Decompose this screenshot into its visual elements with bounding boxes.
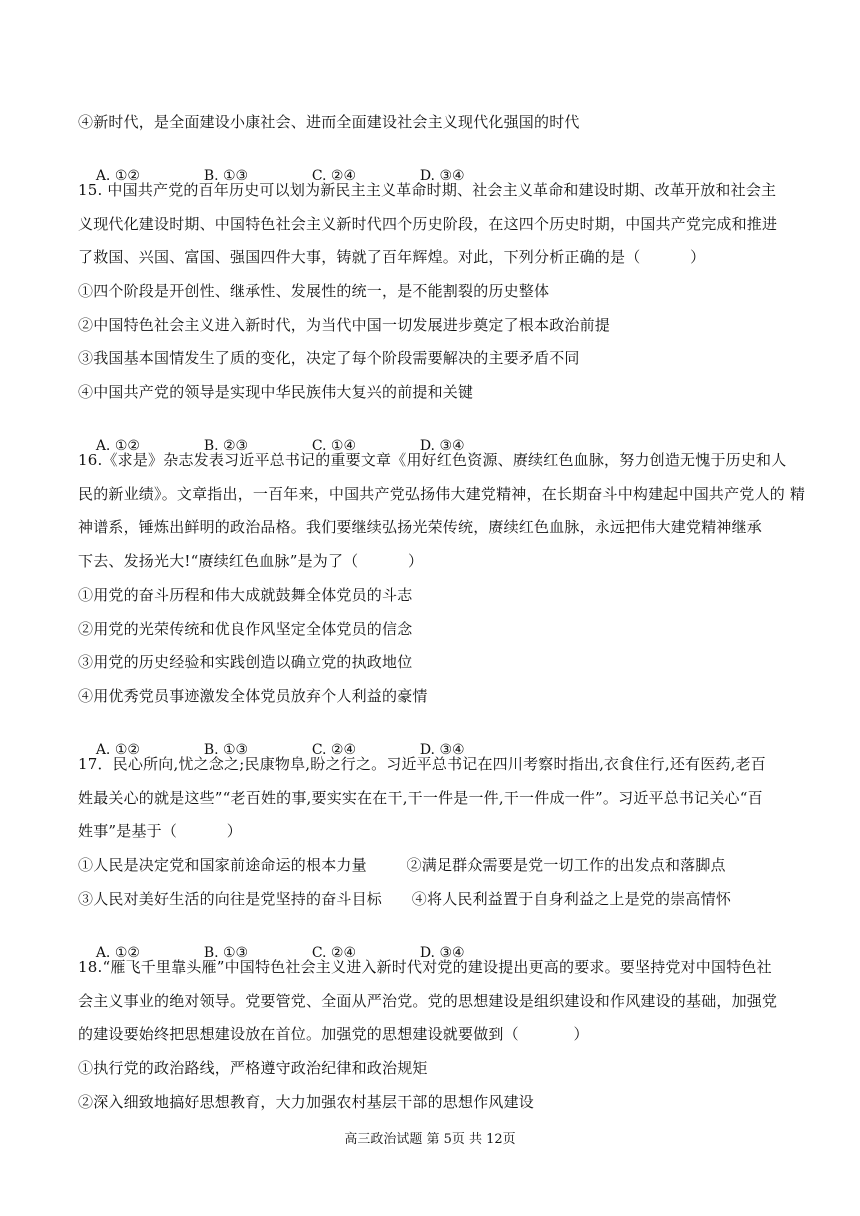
q15-item-3: ③我国基本国情发生了质的变化，决定了每个阶段需要解决的主要矛盾不同 [78, 349, 580, 367]
q16-option-b[interactable]: B. ①③ [203, 742, 249, 758]
q15-stem-line: 了救国、兴国、富国、强国四件大事，铸就了百年辉煌。对此，下列分析正确的是（ ） [78, 248, 706, 266]
q16-option-c[interactable]: C. ②④ [311, 742, 357, 758]
q15-item-4: ④中国共产党的领导是实现中华民族伟大复兴的前提和关键 [78, 383, 474, 401]
q14-item-4: ④新时代，是全面建设小康社会、进而全面建设社会主义现代化强国的时代 [78, 113, 580, 131]
q16-item-3: ③用党的历史经验和实践创造以确立党的执政地位 [78, 653, 413, 671]
q17-option-d[interactable]: D. ③④ [419, 945, 465, 961]
q17-stem-line: 姓事”是基于（ ） [78, 822, 242, 840]
q16-item-1: ①用党的奋斗历程和伟大成就鼓舞全体党员的斗志 [78, 586, 413, 604]
page-footer: 高三政治试题 第 5页 共 12页 [344, 1132, 516, 1147]
q17-items-row-1: ①人民是决定党和国家前途命运的根本力量 ②满足群众需要是党一切工作的出发点和落脚点 [78, 856, 726, 874]
q16-item-4: ④用优秀党员事迹激发全体党员放弃个人利益的豪情 [78, 687, 428, 705]
q14-option-c[interactable]: C. ②④ [311, 168, 357, 184]
q15-stem-line: 义现代化建设时期、中国特色社会主义新时代四个历史阶段，在这四个历史时期，中国共产党完成和推进 [78, 215, 778, 233]
q17-option-b[interactable]: B. ①③ [203, 945, 249, 961]
q15-stem-line: 15. 中国共产党的百年历史可以划为新民主主义革命时期、社会主义革命和建设时期、改革开放和社会主 [78, 181, 777, 199]
q16-stem-line: 下去、发扬光大!“赓续红色血脉”是为了（ ） [78, 552, 424, 570]
q16-option-d[interactable]: D. ③④ [419, 742, 465, 758]
q15-item-2: ②中国特色社会主义进入新时代，为当代中国一切发展进步奠定了根本政治前提 [78, 316, 611, 334]
q18-stem-line: 的建设要始终把思想建设放在首位。加强党的思想建设就要做到（ ） [78, 1025, 589, 1043]
q15-option-a[interactable]: A. ①② [95, 438, 140, 454]
q17-stem-line: 姓最关心的就是这些”“老百姓的事,要实实在在干,干一件是一件,干一件成一件”。习近平总书记关心“百 [78, 789, 763, 807]
q16-stem-line: 民的新业绩》。文章指出，一百年来，中国共产党弘扬伟大建党精神，在长期奋斗中构建起中国共产党人的 精 [78, 485, 806, 503]
q18-stem-line: 会主义事业的绝对领导。党要管党、全面从严治党。党的思想建设是组织建设和作风建设的基础，加强党 [78, 992, 778, 1010]
q16-stem-line: 神谱系，锤炼出鲜明的政治品格。我们要继续弘扬光荣传统，赓续红色血脉，永远把伟大建党精神继承 [78, 518, 763, 536]
q16-stem-line: 16.《求是》杂志发表习近平总书记的重要文章《用好红色资源、赓续红色血脉，努力创造无愧于历史和人 [78, 451, 787, 469]
q15-item-1: ①四个阶段是开创性、继承性、发展性的统一，是不能割裂的历史整体 [78, 282, 550, 300]
q18-item-2: ②深入细致地搞好思想教育，大力加强农村基层干部的思想作风建设 [78, 1093, 535, 1111]
q15-option-d[interactable]: D. ③④ [419, 438, 465, 454]
q15-option-b[interactable]: B. ②③ [203, 438, 249, 454]
q14-option-b[interactable]: B. ①③ [203, 168, 249, 184]
q18-item-1: ①执行党的政治路线，严格遵守政治纪律和政治规矩 [78, 1059, 428, 1077]
q15-option-c[interactable]: C. ①④ [311, 438, 357, 454]
q17-stem-line: 17．民心所向,忧之念之;民康物阜,盼之行之。习近平总书记在四川考察时指出,衣食住行,还有医药,老百 [78, 755, 766, 773]
q14-option-d[interactable]: D. ③④ [419, 168, 465, 184]
q17-option-a[interactable]: A. ①② [95, 945, 140, 961]
q14-option-a[interactable]: A. ①② [95, 168, 140, 184]
q18-stem-line: 18.“雁飞千里靠头雁”中国特色社会主义进入新时代对党的建设提出更高的要求。要坚持党对中国特色社 [78, 958, 772, 976]
q16-item-2: ②用党的光荣传统和优良作风坚定全体党员的信念 [78, 620, 413, 638]
q17-option-c[interactable]: C. ②④ [311, 945, 357, 961]
q17-items-row-2: ③人民对美好生活的向往是党坚持的奋斗目标 ④将人民利益置于自身利益之上是党的崇高情怀 [78, 890, 732, 908]
q16-option-a[interactable]: A. ①② [95, 742, 140, 758]
